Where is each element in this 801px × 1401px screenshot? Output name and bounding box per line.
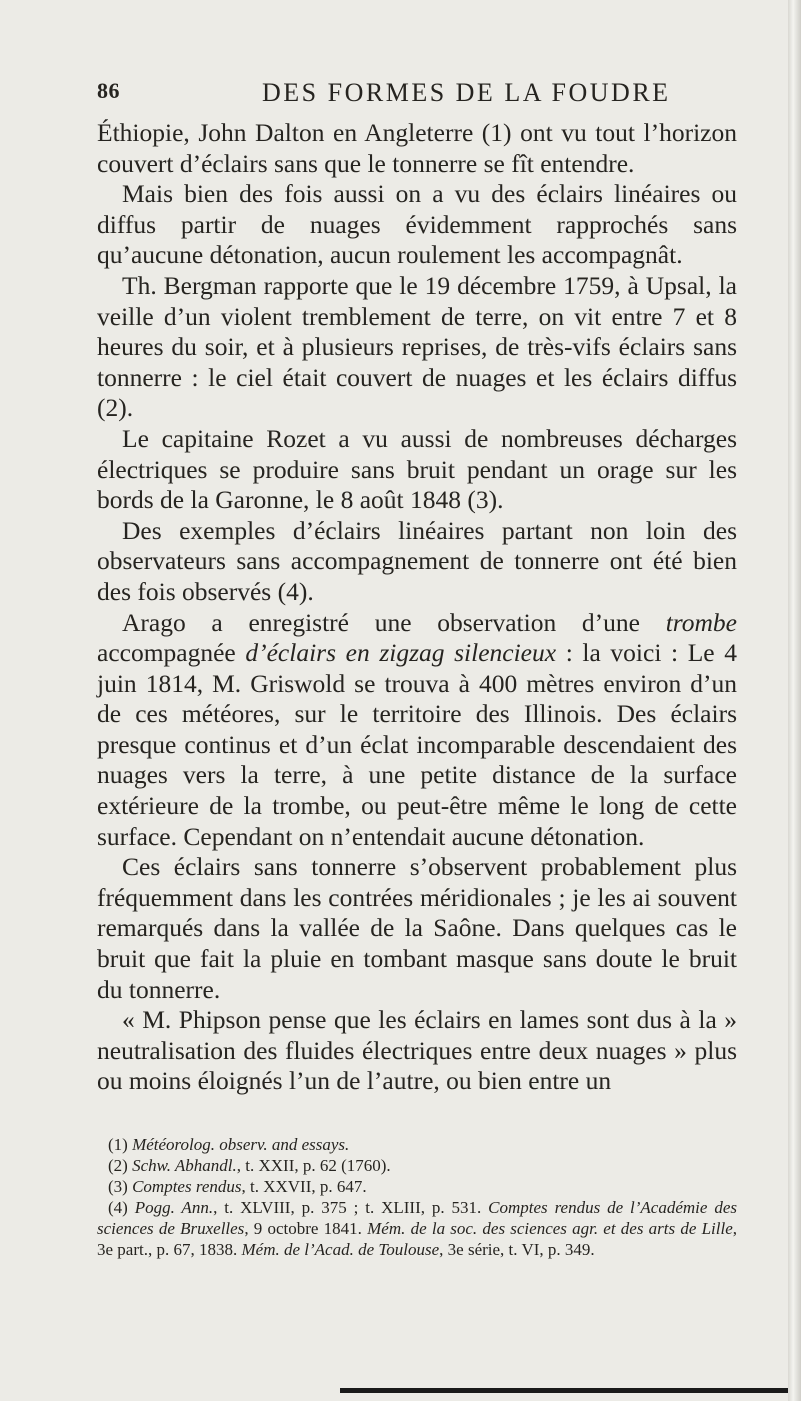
italic-text: Mém. de la soc. des sciences agr. et des arts de Lille: [367, 1219, 733, 1238]
text-run: « M. Phipson pense que les éclairs en lames sont dus à la » neutralisation des fluides électriques entre deux nuages » plus ou moins éloignés l’un de l’autre, ou bien entre un: [97, 1005, 737, 1096]
text-run: Éthiopie, John Dalton en Angleterre (1) ont vu tout l’horizon couvert d’éclairs sans que le tonnerre se fît entendre.: [97, 118, 737, 178]
bottom-rule: [340, 1388, 788, 1393]
footnotes: [97, 1134, 737, 1260]
paragraph-4: [97, 424, 737, 516]
text-run: , 9 octobre 1841.: [244, 1219, 368, 1238]
text-run: , 3e série, t. VI, p. 349.: [439, 1240, 595, 1259]
running-title: DES FORMES DE LA FOUDRE: [262, 78, 671, 107]
footnote-3: [97, 1176, 737, 1197]
text-run: , 3e part., p. 67, 1838.: [97, 1219, 737, 1259]
text-run: (4): [108, 1198, 135, 1217]
italic-text: Météorolog. observ. and essays.: [132, 1135, 350, 1154]
paragraph-3: [97, 271, 737, 424]
text-run: Arago a enregistré une observation d’une: [122, 607, 666, 637]
text-run: Des exemples d’éclairs linéaires partant non loin des observateurs sans accompagnement de tonnerre ont été bien des fois observés (4).: [97, 515, 737, 606]
paragraph-8: [97, 1005, 737, 1097]
text-run: (2): [108, 1156, 133, 1175]
italic-text: Mém. de l’Acad. de Toulouse: [241, 1240, 440, 1259]
text-run: , t. XXII, p. 62 (1760).: [236, 1156, 391, 1175]
text-run: , t. XXVII, p. 647.: [241, 1177, 367, 1196]
page-number: 86: [97, 78, 120, 103]
italic-text: d’éclairs en zigzag silencieux: [245, 638, 557, 668]
text-run: Th. Bergman rapporte que le 19 décembre 1759, à Upsal, la veille d’un violent tremblement de terre, on vit entre 7 et 8 heures du soir, et à plusieurs reprises, de très-vifs éclairs sans tonnerre : le ciel était couvert de nuages et les éclairs diffus (2).: [97, 270, 737, 423]
paragraph-6: [97, 608, 737, 853]
italic-text: Pogg. Ann.: [134, 1198, 214, 1217]
text-run: : la voici : Le 4 juin 1814, M. Griswold se trouva à 400 mètres environ d’un de ces météores, sur le territoire des Illinois. Des éclairs presque continus et d’un éclat incomparable descendaient des nuages vers la terre, à une petite distance de la surface extérieure de la trombe, ou peut-être même le long de cette surface. Cependant on n’entendait aucune détonation.: [97, 638, 737, 851]
text-run: Mais bien des fois aussi on a vu des éclairs linéaires ou diffus partir de nuages évidemment rapprochés sans qu’aucune détonation, aucun roulement les accompagnât.: [97, 179, 737, 270]
paragraph-2: [97, 179, 737, 271]
text-run: (3): [108, 1177, 133, 1196]
text-run: Ces éclairs sans tonnerre s’observent probablement plus fréquemment dans les contrées méridionales ; je les ai souvent remarqués dans la vallée de la Saône. Dans quelques cas le bruit que fait la pluie en tombant masque sans doute le bruit du tonnerre.: [97, 852, 737, 1004]
italic-text: trombe: [665, 607, 737, 637]
footnote-2: [97, 1155, 737, 1176]
paragraph-5: [97, 516, 737, 608]
text-run: Le capitaine Rozet a vu aussi de nombreuses décharges électriques se produire sans bruit pendant un orage sur les bords de la Garonne, le 8 août 1848 (3).: [97, 423, 737, 515]
italic-text: Comptes rendus de l’Académie des sciences de Bruxelles: [97, 1198, 737, 1238]
body-text: [97, 118, 737, 1097]
footnote-4: [97, 1197, 737, 1260]
text-run: accompagnée: [97, 638, 246, 668]
running-header: [97, 78, 727, 114]
paragraph-7: [97, 852, 737, 1005]
page-gutter: [788, 0, 801, 1401]
italic-text: Schw. Abhandl.: [132, 1156, 237, 1175]
italic-text: Comptes rendus: [132, 1177, 242, 1196]
paragraph-1: [97, 118, 737, 179]
text-run: , t. XLVIII, p. 375 ; t. XLIII, p. 531.: [213, 1198, 489, 1217]
footnote-1: [97, 1134, 737, 1155]
text-run: (1): [108, 1135, 133, 1154]
